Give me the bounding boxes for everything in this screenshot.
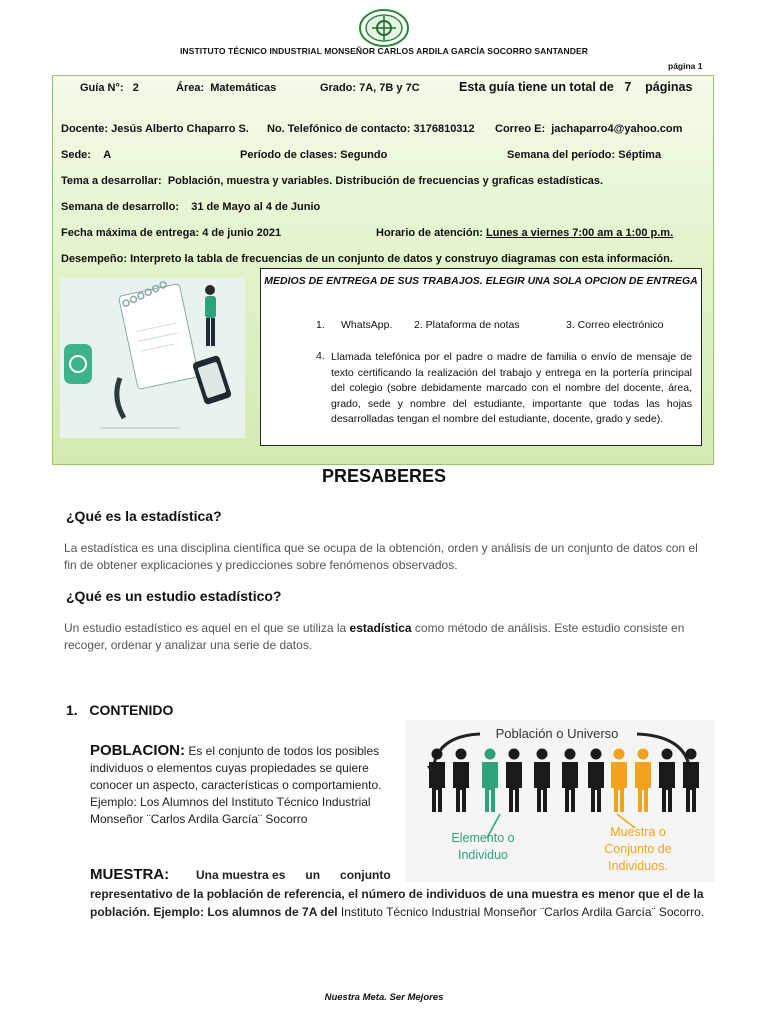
docente-field: Docente: Jesús Alberto Chaparro S. [61,123,249,135]
page-number: página 1 [668,61,703,71]
diagram-sample-label-2: Conjunto de [604,842,672,856]
poblacion-definition: POBLACION: Es el conjunto de todos los posibles individuos o elementos cuyas propiedades se quiere conocer un aspecto, características o comportamiento. Ejemplo: Los Alumnos del Instituto Técnico Industrial Monseñor ¨Carlos Ardila García¨ Socorro [90,742,382,826]
school-logo [358,8,410,48]
semana-desarrollo-field: Semana de desarrollo: 31 de Mayo al 4 de Junio [61,201,321,213]
answer-estudio: Un estudio estadístico es aquel en el que se utiliza la estadística como método de análisis. Este estudio consiste en recoger, ordenar y analizar una serie de datos. [64,621,685,652]
telefono-field: No. Telefónico de contacto: 3176810312 [267,123,475,135]
delivery-option-whatsapp: WhatsApp. [341,319,393,331]
delivery-option-email: 3. Correo electrónico [566,319,664,331]
guia-field: Guía N°: 2 [80,82,139,94]
diagram-element-label-2: Individuo [457,848,509,862]
diagram-element-label-1: Elemento o [451,831,515,845]
phone-notebook-illustration [60,278,245,438]
answer-estadistica: La estadística es una disciplina científica que se ocupa de la obtención, orden y análisis de un conjunto de datos con el fin de obtener explicaciones y predicciones sobre fenómenos observados. [64,541,698,572]
institution-name: INSTITUTO TÉCNICO INDUSTRIAL MONSEÑOR CARLOS ARDILA GARCÍA SOCORRO SANTANDER [179,46,589,56]
tema-field: Tema a desarrollar: Población, muestra y variables. Distribución de frecuencias y graficas estadísticas. [61,175,604,187]
desempeno-field: Desempeño: Interpreto la tabla de frecuencias de un conjunto de datos y construyo diagramas con esta información. [61,253,673,265]
diagram-sample-label-1: Muestra o [610,825,666,839]
delivery-option-platform: 2. Plataforma de notas [414,319,520,331]
semana-periodo-field: Semana del período: Séptima [507,149,662,161]
delivery-option-1-number: 1. [316,319,325,331]
muestra-term: MUESTRA: [90,866,170,883]
poblacion-term: POBLACION: [90,742,185,759]
contenido-heading: 1. CONTENIDO [66,702,174,718]
muestra-definition: representativo de la población de referencia, el número de individuos de una muestra es menor que el de la población. Ejemplo: Los alumnos de 7A del Instituto Técnico Industrial Monseñor ¨Carlos Ardila García¨ Socorro. [90,887,705,919]
diagram-title: Población o Universo [495,726,619,741]
delivery-methods-box [260,268,702,446]
fecha-field: Fecha máxima de entrega: 4 de junio 2021 [61,227,282,239]
delivery-title: MEDIOS DE ENTREGA DE SUS TRABAJOS. ELEGIR UNA SOLA OPCION DE ENTREGA [264,275,698,287]
grado-field: Grado: 7A, 7B y 7C [320,82,420,94]
diagram-sample-label-3: Individuos. [608,859,668,873]
footer-motto: Nuestra Meta. Ser Mejores [324,992,444,1003]
total-pages: Esta guía tiene un total de 7 páginas [459,80,693,94]
population-diagram [405,720,715,882]
correo-field: Correo E: jachaparro4@yahoo.com [495,123,683,135]
muestra-definition-start: Una muestra es un conjunto [196,868,391,882]
sede-field: Sede: A [61,149,112,161]
horario-field: Horario de atención: Lunes a viernes 7:00 am a 1:00 p.m. [376,227,674,239]
area-field: Área: Matemáticas [176,82,277,94]
delivery-option-4-number: 4. [316,350,325,362]
delivery-option-phone: Llamada telefónica por el padre o madre de familia o envío de mensaje de texto certificando la realización del trabajo y entrega en la portería principal del colegio (sobre debidamente marcado con el nombre del docente, área, grado, sede y nombre del estudiante, importante que todas las hojas desarrolladas tengan el nombre del estudiante, docente, grado y sede). [331,351,692,425]
periodo-field: Período de clases: Segundo [240,149,388,161]
question-estudio: ¿Qué es un estudio estadístico? [66,588,282,604]
section-title-presaberes: PRESABERES [321,466,447,486]
question-estadistica: ¿Qué es la estadística? [66,508,222,524]
